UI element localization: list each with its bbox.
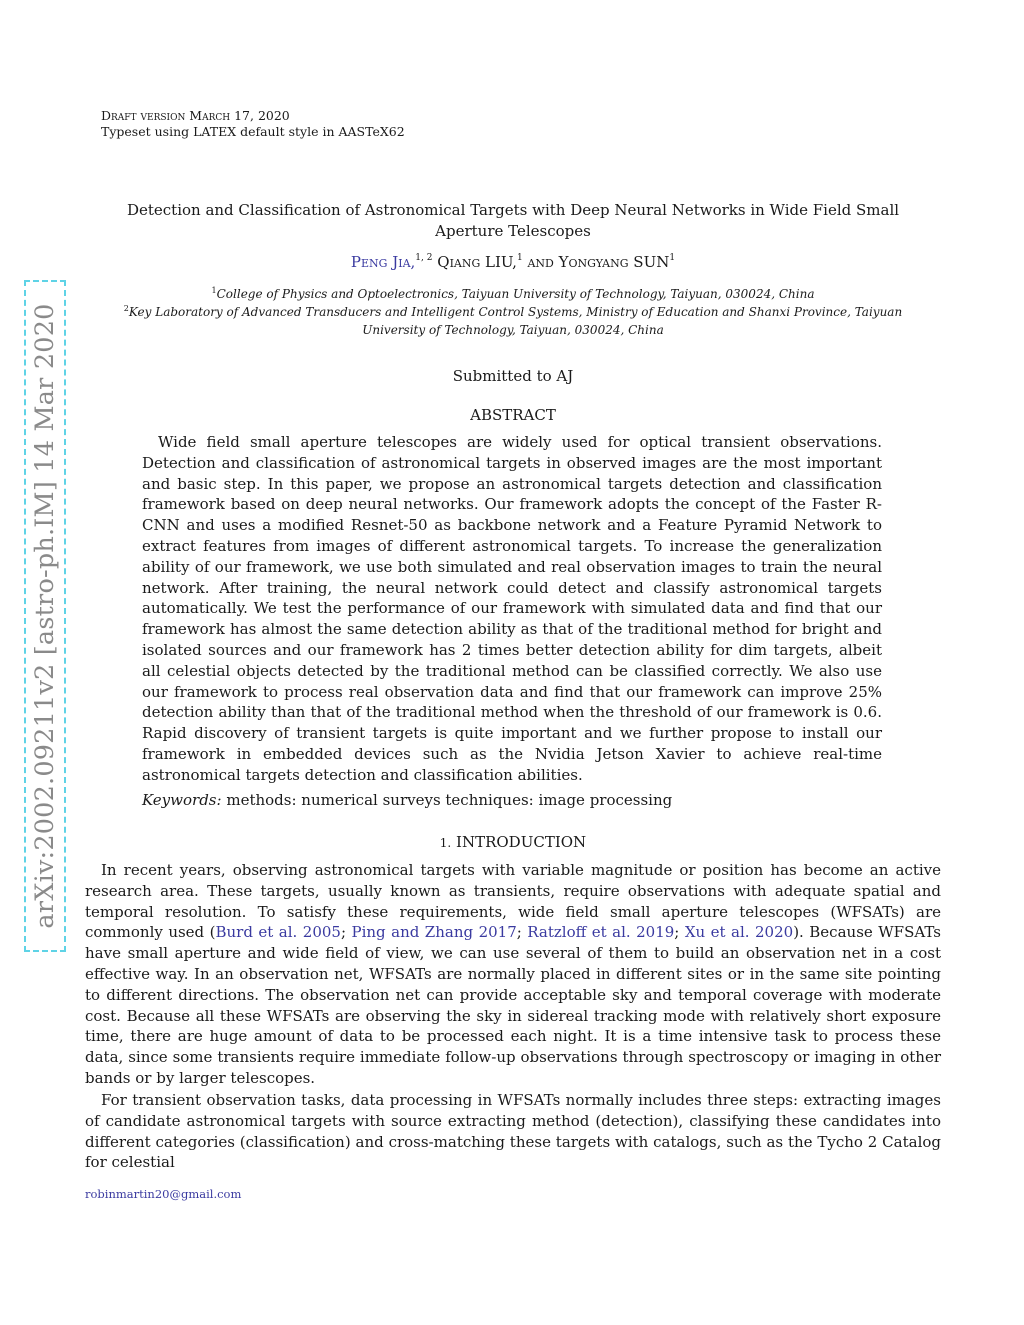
typeset-line: Typeset using LATEX default style in AASTeX62 [101,124,405,139]
affiliation-text: College of Physics and Optoelectronics, Taiyuan University of Technology, Taiyuan, 030024, China [216,287,815,301]
citation-separator: ; [674,923,685,942]
author-affil-mark: 1 [669,253,676,263]
abstract-body: Wide field small aperture telescopes are widely used for optical transient observations. Detection and classification of astronomical targets in observed images are the most important and basic step. In this paper, we propose an astronomical targets detection and classification framework based on deep neural networks. Our framework adopts the concept of the Faster R-CNN and uses a modified Resnet-50 as backbone network and a Feature Pyramid Network to extract features from images of different astronomical targets. To increase the generalization ability of our framework, we use both simulated and real observation images to train the neural network. After training, the neural network could detect and classify astronomical targets automatically. We test the performance of our framework with simulated data and find that our framework has almost the same detection ability as that of the traditional method for bright and isolated sources and our framework has 2 times better detection ability for dim targets, albeit all celestial objects detected by the traditional method can be classified correctly. We also use our framework to process real observation data and find that our framework can improve 25% detection ability than that of the traditional method when the threshold of our framework is 0.6. Rapid discovery of transient targets is quite important and we further propose to install our framework in embedded devices such as the Nvidia Jetson Xavier to achieve real-time astronomical targets detection and classification abilities. [142,433,882,784]
author-affil-mark: 1, 2 [415,253,433,263]
draft-version: Draft version March 17, 2020 [101,108,290,123]
citation-separator: ; [340,923,352,942]
arxiv-identifier: arXiv:2002.09211v2 [astro-ph.IM] 14 Mar 2020 [30,303,60,929]
author-yongyang-sun: and Yongyang SUN [527,253,670,271]
intro-paragraph-1 [85,860,941,1089]
author-qiang-liu: Qiang LIU, [437,253,517,271]
affiliation-text: Key Laboratory of Advanced Transducers and Intelligent Control Systems, Ministry of Education and Shanxi Province, Taiyuan University of Technology, Taiyuan, 030024, China [128,305,903,337]
section-title: INTRODUCTION [456,833,587,851]
keywords-label: Keywords: [142,791,222,809]
arxiv-stamp[interactable] [24,280,66,952]
citation-link[interactable]: Burd et al. 2005 [215,923,341,942]
paragraph-text: ). Because WFSATs have small aperture and wide field of view, we can use several of them to build an observation net in a cost effective way. In an observation net, WFSATs are normally placed in different sites or in the same site pointing to different directions. The observation net can provide acceptable sky and temporal coverage with moderate cost. Because all these WFSATs are observing the sky in sidereal tracking mode with relatively short exposure time, there are huge amount of data to be processed each night. It is a time intensive task to process these data, since some transients require immediate follow-up observations through spectroscopy or imaging in other bands or by larger telescopes. [85,923,941,1087]
citation-separator: ; [516,923,528,942]
keywords [142,791,672,809]
abstract-heading: ABSTRACT [470,406,556,424]
author-peng-jia[interactable]: Peng Jia, [350,253,416,271]
author-list [100,253,926,271]
affiliation-2 [100,300,926,339]
footnote-email-link[interactable]: robinmartin20@gmail.com [85,1187,242,1201]
citation-link[interactable]: Ratzloff et al. 2019 [527,923,675,942]
citation-link[interactable]: Ping and Zhang 2017 [351,923,517,942]
draft-header [101,108,405,140]
affiliation-mark: 2 [123,304,129,313]
section-heading-introduction [100,833,926,851]
submitted-note: Submitted to AJ [452,367,574,385]
affiliation-mark: 1 [211,286,217,295]
section-number: 1. [439,836,452,850]
intro-paragraph-2: For transient observation tasks, data processing in WFSATs normally includes three steps: extracting images of candidate astronomical targets with source extracting method (detection), classifying these candidates into different categories (classification) and cross-matching these targets with catalogs, such as the Tycho 2 Catalog for celestial [85,1091,941,1172]
author-affil-mark: 1 [516,253,523,263]
keywords-text: methods: numerical surveys techniques: image processing [226,791,673,809]
paper-title: Detection and Classification of Astronomical Targets with Deep Neural Networks in Wide Field Small Aperture Telescopes [126,201,900,240]
paragraph-text: In recent years, observing astronomical targets with variable magnitude or position has become an active research area. These targets, usually known as transients, require observations with adequate spatial and temporal resolution. To satisfy these requirements, wide field small aperture telescopes (WFSATs) are commonly used ( [85,861,941,942]
citation-link[interactable]: Xu et al. 2020 [684,923,794,942]
